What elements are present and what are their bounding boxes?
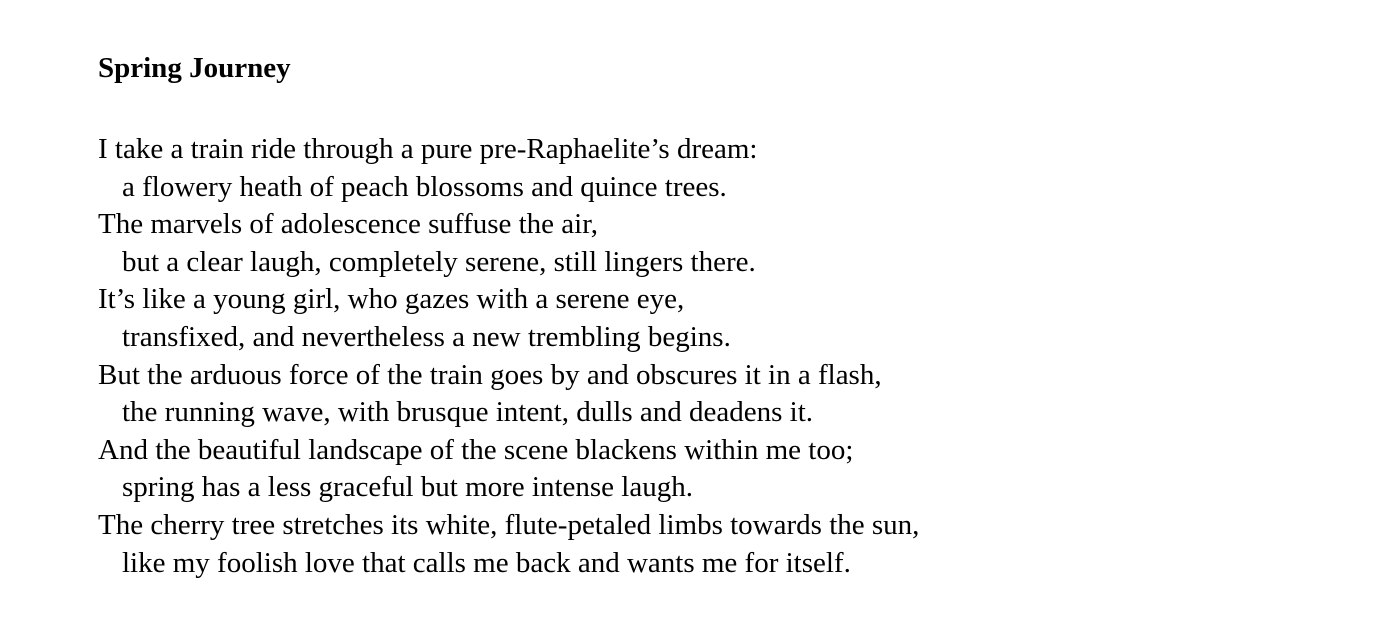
poem-line-indented: the running wave, with brusque intent, dulls and deadens it. — [122, 396, 814, 429]
poem-line-indented: a flowery heath of peach blossoms and quince trees. — [122, 170, 727, 203]
poem-line: And the beautiful landscape of the scene blackens within me too; — [98, 433, 854, 466]
poem-line: The marvels of adolescence suffuse the air, — [98, 208, 598, 241]
poem-line-indented: but a clear laugh, completely serene, still lingers there. — [122, 245, 756, 278]
poem-line-indented: like my foolish love that calls me back and wants me for itself. — [122, 546, 851, 579]
poem-line: The cherry tree stretches its white, flute-petaled limbs towards the sun, — [98, 508, 920, 541]
poem-line-indented: transfixed, and nevertheless a new trembling begins. — [122, 320, 731, 353]
poem-title: Spring Journey — [98, 52, 291, 84]
poem-line: But the arduous force of the train goes by and obscures it in a flash, — [98, 358, 882, 391]
document-page — [98, 48, 1278, 582]
poem-line: It’s like a young girl, who gazes with a serene eye, — [98, 283, 685, 316]
poem-line: I take a train ride through a pure pre-Raphaelite’s dream: — [98, 133, 758, 165]
poem-line-indented: spring has a less graceful but more intense laugh. — [122, 471, 693, 504]
poem-body — [98, 131, 1278, 582]
